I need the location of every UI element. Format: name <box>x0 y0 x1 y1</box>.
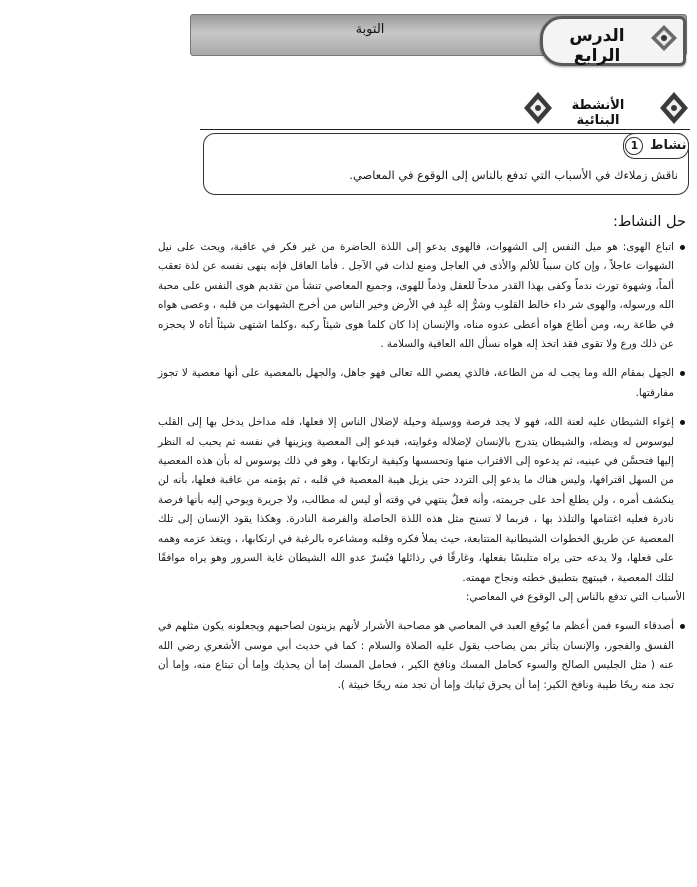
ornament-icon <box>658 90 690 126</box>
lesson-badge <box>540 16 686 66</box>
solution-content <box>158 238 685 695</box>
list-item-text: اتباع الهوى: هو ميل النفس إلى الشهوات، فالهوى يدعو إلى اللذة الحاضرة من غير فكر في عاقبة، ويحث على نيل الشهوات عاجلاً ، وإن كان سبباً للألم والأذى في العاجل ومنع لذات في الآجل . فأما العاقل فإنه ينهى نفسه عن لذة تعقب ألماً، وشهوة تورث ندماً وكفى بهذا القدر مدحاً للعقل وذماً للهوى، وجميع المعاصي تنشأ من تقديم هوى النفس على محبة الله ورسوله، والهوى شر داء خالط القلوب وشرُّ إله عُبِد في الأرض وخير الناس من أخرج الشهوات من قلبه ، وعصى هواه في طاعة ربه، ومن أطاع هواه أعطى عدوه مناه، والإنسان إذا كان كلما هوى شيئاً ركبه ،وكلما اشتهى شيئاً أتاه لا يحجزه عن ذلك ورع ولا تقوى فقد اتخذ إله هواه نسأل الله العافية والسلامة . <box>158 241 674 351</box>
causes-intro: الأسباب التي تدفع بالناس إلى الوقوع في المعاصي: <box>465 590 685 603</box>
list-item-text: إغواء الشيطان عليه لعنة الله، فهو لا يجد فرصة ووسيلة وحيلة لإضلال الناس إلا فعلها، فله مداخل يدخل بها إلى القلب ليوسوس له ويضله، والشيطان يتدرج بالإنسان لإضلاله وغوايته، فيدعو إلى المعصية ويزينها في نفسه ثم يحبب له النظر إليها فتحسَّن في عينيه، ثم يدعوه إلى الاقتراب منها وتحسسها وكيفية ارتكابها ، وهو في ذلك يوسوس له بأن هذه المعصية من السهل اقترافها، وليس هناك ما يدعو إلى التردد حتى يزيل هيبة المعصية في قلبه ، ثم يؤمنه من عاقبة فعلها، بأنه لن ينكشف أمره ، ولن يطلع أحد على جريمته، وأنه فعلٌ ينتهي في وقته أو ليس له مطالب، ولا جريرة ويوحي إليه بأنها فرصة نادرة فعليه اغتنامها والتلذذ بها ، فربما لا تسنح مثل هذه اللذة الحاصلة والفرصة النادرة. وهكذا يقود الإنسان إلى تلك المعصية عن طريق الخطوات الشيطانية المتتابعة، حيث يملأ فكره وقلبه ومشاعره بالرغبة في ارتكابها، ، ويتغذ عزمه وهمه على فعلها، ولا يدعه حتى يراه متلبسًا بفعلها، وغارقًا في رذائلها فيُسرّ عدو الله الشيطان غاية السرور وهو يراه موافقًا لتلك المعصية ، فيبتهج بتطبيق خطته ونجاح مهمته. <box>158 416 674 584</box>
ornament-icon <box>649 23 679 53</box>
heading-rule <box>200 129 690 130</box>
list-item <box>158 238 685 354</box>
section-heading <box>522 90 690 126</box>
bullet-icon <box>680 371 685 376</box>
lesson-label: الدرس الرابع <box>569 26 625 66</box>
list-item <box>158 617 685 695</box>
section-heading-text: الأنشطة البنائية <box>571 98 625 128</box>
unit-title: التوبة <box>355 22 385 37</box>
activity-label-text: نشاط <box>650 138 687 153</box>
list-item <box>158 413 685 588</box>
list-item-text: أصدقاء السوء فمن أعظم ما يُوقع العبد في المعاصي هو مصاحبة الأشرار لأنهم يزينون لصاحبهم ويجعلونه يكون مثلهم في الفسق والفجور، والإنسان يتأثر بمن يصاحب يقول عليه الصلاة والسلام : كما في حديث أبي موسى الأشعري رضي الله عنه ( مثل الجليس الصالح والسوء كحامل المسك ونافخ الكير ، فحامل المسك إما أن يحذيك وإما أن تبتاع منه، وإما أن تجد منه ريحًا طيبة ونافخ الكير: إما أن يحرق ثيابك وإما أن تجد منه ريحًا خبيثة ). <box>158 620 674 691</box>
list-item <box>158 364 685 403</box>
bullet-icon <box>680 624 685 629</box>
activity-prompt: ناقش زملاءك في الأسباب التي تدفع بالناس إلى الوقوع في المعاصي. <box>349 168 678 182</box>
activity-box <box>203 133 689 195</box>
list-item-text: الجهل بمقام الله وما يجب له من الطاعة، فالذي يعصي الله تعالى فهو جاهل، والجهل بالمعصية على أنها معصية لا تجوز مفارقتها. <box>158 367 674 399</box>
bullet-icon <box>680 420 685 425</box>
activity-label <box>623 133 689 159</box>
bullet-icon <box>680 245 685 250</box>
activity-number: 1 <box>625 137 643 155</box>
solution-title: حل النشاط: <box>612 214 686 230</box>
